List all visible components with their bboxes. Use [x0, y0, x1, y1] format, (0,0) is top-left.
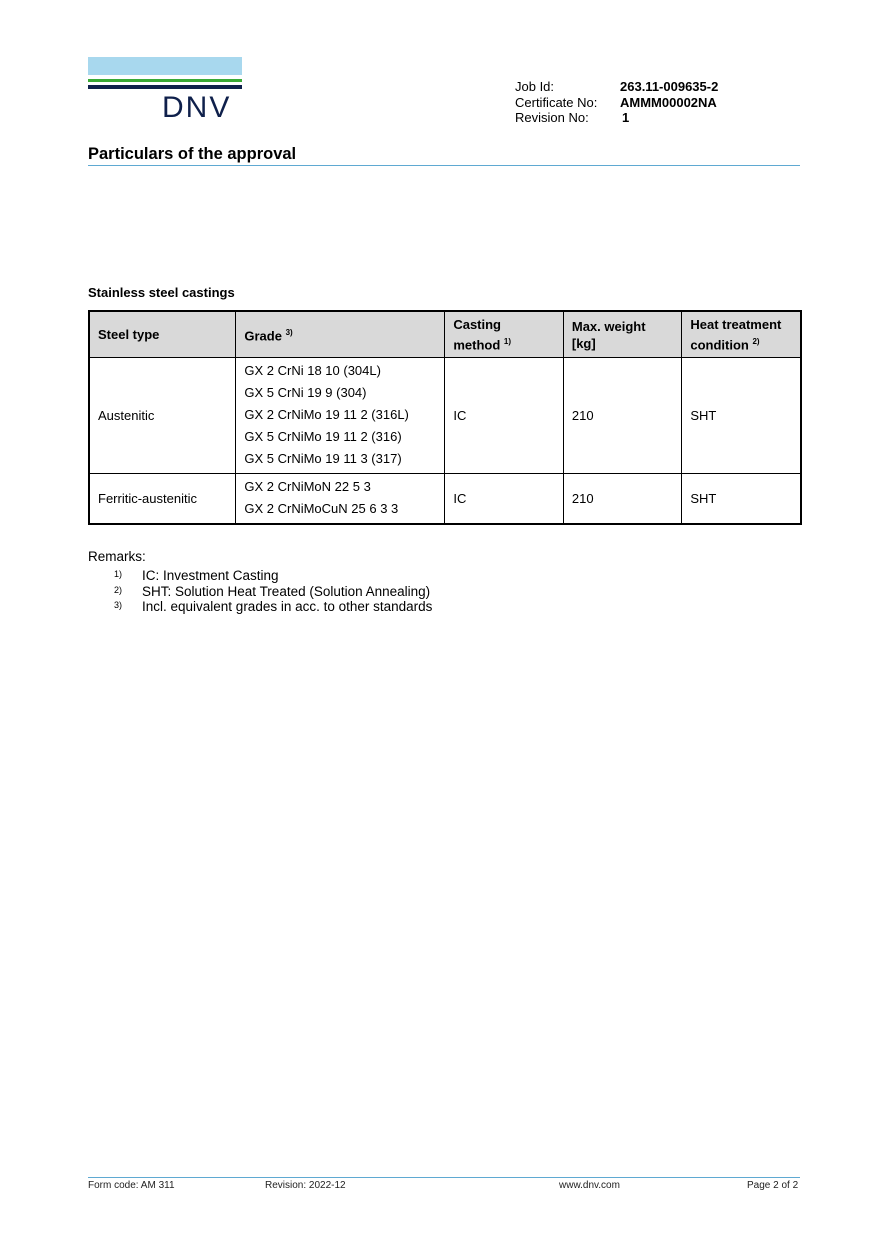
remark-number: 2)	[114, 584, 123, 595]
footer-page-number: Page 2 of 2	[747, 1180, 799, 1191]
revision-no-value: 1	[622, 110, 630, 125]
castings-table	[88, 310, 802, 525]
header-grade: Grade $^{3)}$	[236, 311, 445, 358]
footnote-ref: 3)	[285, 328, 293, 338]
certificate-no-row	[515, 95, 718, 111]
job-id-label: Job Id:	[515, 79, 555, 94]
remark-note	[88, 568, 432, 584]
cell-casting-method: IC	[445, 474, 564, 525]
grade-line: GX 5 CrNi 19 9 (304)	[244, 385, 367, 400]
remark-note	[88, 599, 432, 615]
grade-line: GX 2 CrNiMoCuN 25 6 3 3	[244, 501, 399, 516]
cell-steel-type: Ferritic-austenitic	[89, 474, 236, 525]
remarks-title: Remarks:	[88, 549, 146, 564]
cell-grades	[236, 474, 445, 525]
remark-number: 1)	[114, 569, 123, 579]
certificate-no-label: Certificate No:	[515, 94, 598, 110]
remark-number: 3)	[114, 600, 123, 610]
footer-revision: Revision: 2022-12	[265, 1180, 346, 1191]
table-header-row	[89, 311, 801, 358]
certificate-no-value: AMMM00002NA	[620, 94, 717, 110]
cell-steel-type: Austenitic	[89, 358, 236, 474]
header-casting-method: Casting method $^{1)}$	[445, 311, 564, 358]
cell-heat-treatment: SHT	[682, 358, 801, 474]
footnote-ref: 2)	[752, 336, 760, 346]
document-identifiers	[515, 79, 718, 126]
job-id-row	[515, 79, 718, 95]
table-row	[89, 474, 801, 525]
section-title: Stainless steel castings	[88, 285, 235, 300]
logo-band-navy	[88, 85, 242, 89]
dnv-logo	[88, 57, 242, 123]
table-row	[89, 358, 801, 474]
cell-heat-treatment: SHT	[682, 474, 801, 525]
logo-wordmark: DNV	[162, 91, 232, 124]
remark-text: IC: Investment Casting	[142, 568, 279, 583]
logo-band-green	[88, 79, 242, 82]
grade-line: GX 2 CrNi 18 10 (304L)	[244, 363, 381, 378]
revision-no-label: Revision No:	[515, 110, 589, 125]
cell-grades	[236, 358, 445, 474]
logo-band-light	[88, 57, 242, 75]
grade-line: GX 2 CrNiMoN 22 5 3	[244, 479, 371, 494]
grade-line: GX 5 CrNiMo 19 11 2 (316)	[244, 429, 402, 444]
job-id-value: 263.11-009635-2	[620, 79, 719, 94]
cell-casting-method: IC	[445, 358, 564, 474]
page-heading: Particulars of the approval	[88, 145, 297, 163]
revision-no-row	[515, 110, 718, 126]
remarks	[88, 549, 432, 615]
footer-website[interactable]: www.dnv.com	[559, 1180, 620, 1191]
cell-max-weight: 210	[563, 474, 681, 525]
footer-divider	[88, 1177, 800, 1178]
grade-line: GX 5 CrNiMo 19 11 3 (317)	[244, 451, 402, 466]
heading-divider	[88, 165, 800, 166]
cell-max-weight: 210	[563, 358, 681, 474]
header-steel-type: Steel type	[89, 311, 236, 358]
header-max-weight: Max. weight [kg]	[563, 311, 681, 358]
grade-line: GX 2 CrNiMo 19 11 2 (316L)	[244, 407, 409, 422]
footnote-ref: 1)	[503, 336, 512, 346]
remark-note	[88, 584, 432, 600]
remark-text: Incl. equivalent grades in acc. to other standards	[142, 599, 433, 614]
remark-text: SHT: Solution Heat Treated (Solution Annealing)	[142, 583, 431, 599]
footer-form-code: Form code: AM 311	[88, 1180, 175, 1191]
header-heat-treatment: Heat treatment condition $^{2)}$	[682, 311, 801, 358]
